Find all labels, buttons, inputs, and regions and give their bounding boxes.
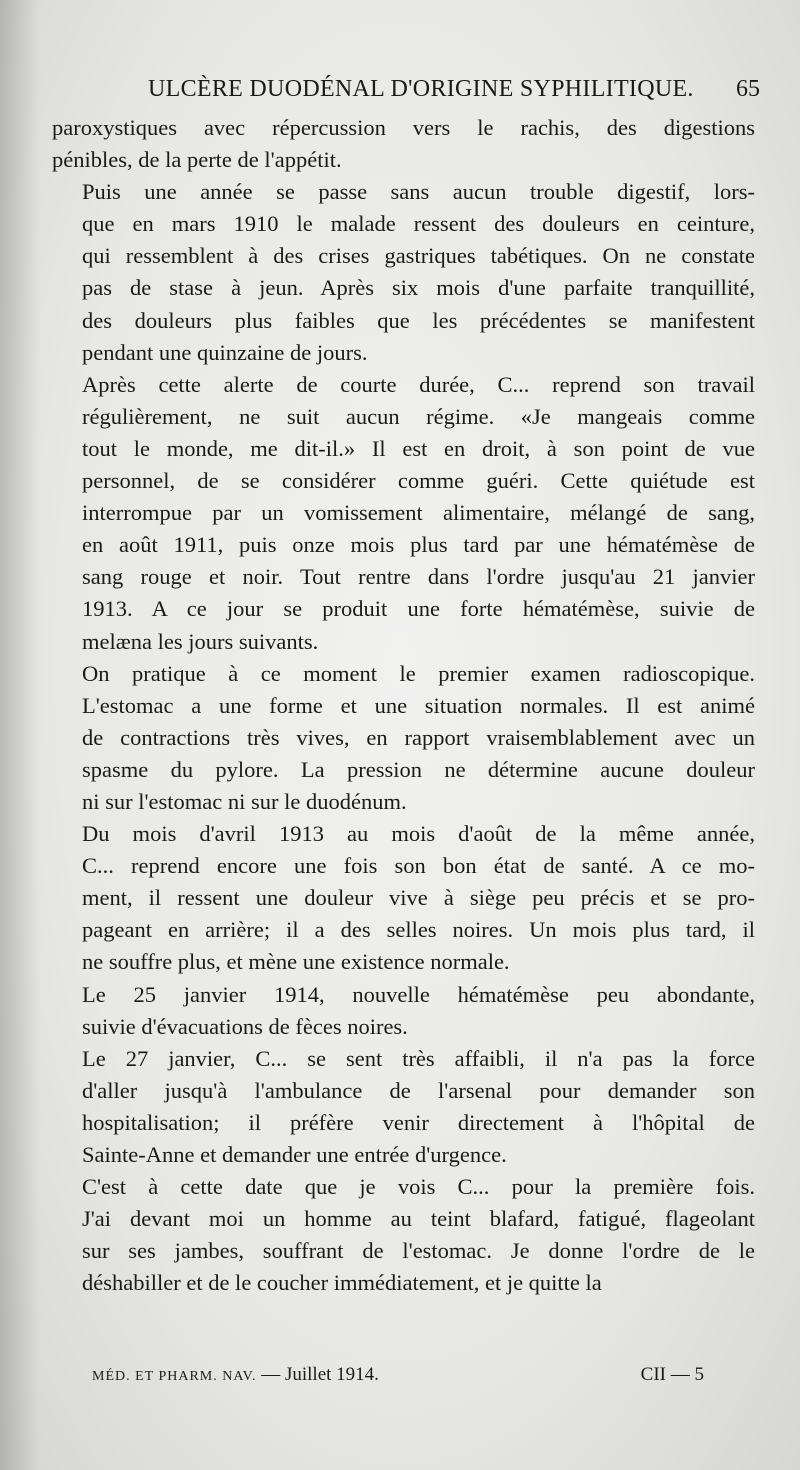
text-line: qui ressemblent à des crises gastriques tabétiques. On ne constate bbox=[82, 243, 755, 269]
page-gutter-shadow bbox=[0, 0, 40, 1470]
paragraph bbox=[52, 176, 755, 369]
footer-citation bbox=[92, 1364, 379, 1386]
running-title: ULCÈRE DUODÉNAL D'ORIGINE SYPHILITIQUE. bbox=[148, 76, 694, 102]
paragraph bbox=[52, 979, 755, 1043]
text-line: hospitalisation; il préfère venir directement à l'hôpital de bbox=[82, 1109, 755, 1135]
text-line: que en mars 1910 le malade ressent des douleurs en ceinture, bbox=[82, 211, 755, 237]
text-line: suivie d'évacuations de fèces noires. bbox=[82, 1013, 408, 1039]
text-line: ni sur l'estomac ni sur le duodénum. bbox=[82, 788, 407, 814]
text-line: de contractions très vives, en rapport vraisemblablement avec un bbox=[82, 724, 755, 750]
text-line: ment, il ressent une douleur vive à siège peu précis et se pro- bbox=[82, 885, 755, 911]
text-line: d'aller jusqu'à l'ambulance de l'arsenal pour demander son bbox=[82, 1077, 755, 1103]
text-line: sang rouge et noir. Tout rentre dans l'ordre jusqu'au 21 janvier bbox=[82, 564, 755, 590]
text-line: pas de stase à jeun. Après six mois d'une parfaite tranquillité, bbox=[82, 275, 755, 301]
paragraph bbox=[52, 818, 755, 978]
text-line: pénibles, de la perte de l'appétit. bbox=[52, 147, 342, 173]
text-line: melæna les jours suivants. bbox=[82, 628, 319, 654]
text-line: pendant une quinzaine de jours. bbox=[82, 339, 368, 365]
text-line: J'ai devant moi un homme au teint blafard, fatigué, flageolant bbox=[82, 1206, 755, 1232]
text-line: Après cette alerte de courte durée, C... reprend son travail bbox=[82, 371, 755, 397]
paragraph bbox=[52, 1043, 755, 1171]
paragraph bbox=[52, 1171, 755, 1299]
text-line: des douleurs plus faibles que les précédentes se manifestent bbox=[82, 307, 755, 333]
text-line: paroxystiques avec répercussion vers le rachis, des digestions bbox=[52, 115, 755, 140]
text-line: en août 1911, puis onze mois plus tard par une hématémèse de bbox=[82, 532, 755, 558]
text-line: déshabiller et de le coucher immédiatement, et je quitte la bbox=[82, 1270, 602, 1296]
text-line: Sainte-Anne et demander une entrée d'urgence. bbox=[82, 1142, 507, 1167]
body-text bbox=[52, 112, 755, 1299]
text-line: Puis une année se passe sans aucun trouble digestif, lors- bbox=[82, 179, 755, 205]
text-line: spasme du pylore. La pression ne détermine aucune douleur bbox=[82, 756, 755, 782]
paragraph bbox=[52, 369, 755, 658]
text-line: sur ses jambes, souffrant de l'estomac. Je donne l'ordre de le bbox=[82, 1238, 755, 1264]
page-header bbox=[52, 76, 760, 110]
text-line: interrompue par un vomissement alimentaire, mélangé de sang, bbox=[82, 500, 755, 526]
text-line: Du mois d'avril 1913 au mois d'août de la même année, bbox=[82, 821, 755, 847]
text-line: ne souffre plus, et mène une existence normale. bbox=[82, 949, 510, 975]
text-line: pageant en arrière; il a des selles noires. Un mois plus tard, il bbox=[82, 917, 755, 943]
text-line: C'est à cette date que je vois C... pour la première fois. bbox=[82, 1174, 755, 1200]
text-line: On pratique à ce moment le premier examen radioscopique. bbox=[82, 660, 755, 686]
text-line: 1913. A ce jour se produit une forte hématémèse, suivie de bbox=[82, 596, 755, 622]
paragraph bbox=[52, 658, 755, 818]
footer-signature: CII — 5 bbox=[640, 1364, 704, 1385]
text-line: Le 27 janvier, C... se sent très affaibli, il n'a pas la force bbox=[82, 1045, 755, 1071]
text-line: L'estomac a une forme et une situation normales. Il est animé bbox=[82, 692, 755, 718]
text-line: régulièrement, ne suit aucun régime. «Je mangeais comme bbox=[82, 403, 755, 429]
page-number: 65 bbox=[736, 76, 760, 102]
text-line: tout le monde, me dit-il.» Il est en droit, à son point de vue bbox=[82, 435, 755, 461]
footer-journal: MÉD. ET PHARM. NAV. bbox=[92, 1369, 257, 1384]
paragraph bbox=[52, 112, 755, 176]
page-footer bbox=[92, 1364, 704, 1394]
text-line: C... reprend encore une fois son bon état de santé. A ce mo- bbox=[82, 853, 755, 879]
footer-date: — Juillet 1914. bbox=[261, 1364, 379, 1385]
text-line: personnel, de se considérer comme guéri. Cette quiétude est bbox=[82, 468, 755, 494]
text-line: Le 25 janvier 1914, nouvelle hématémèse peu abondante, bbox=[82, 981, 755, 1007]
